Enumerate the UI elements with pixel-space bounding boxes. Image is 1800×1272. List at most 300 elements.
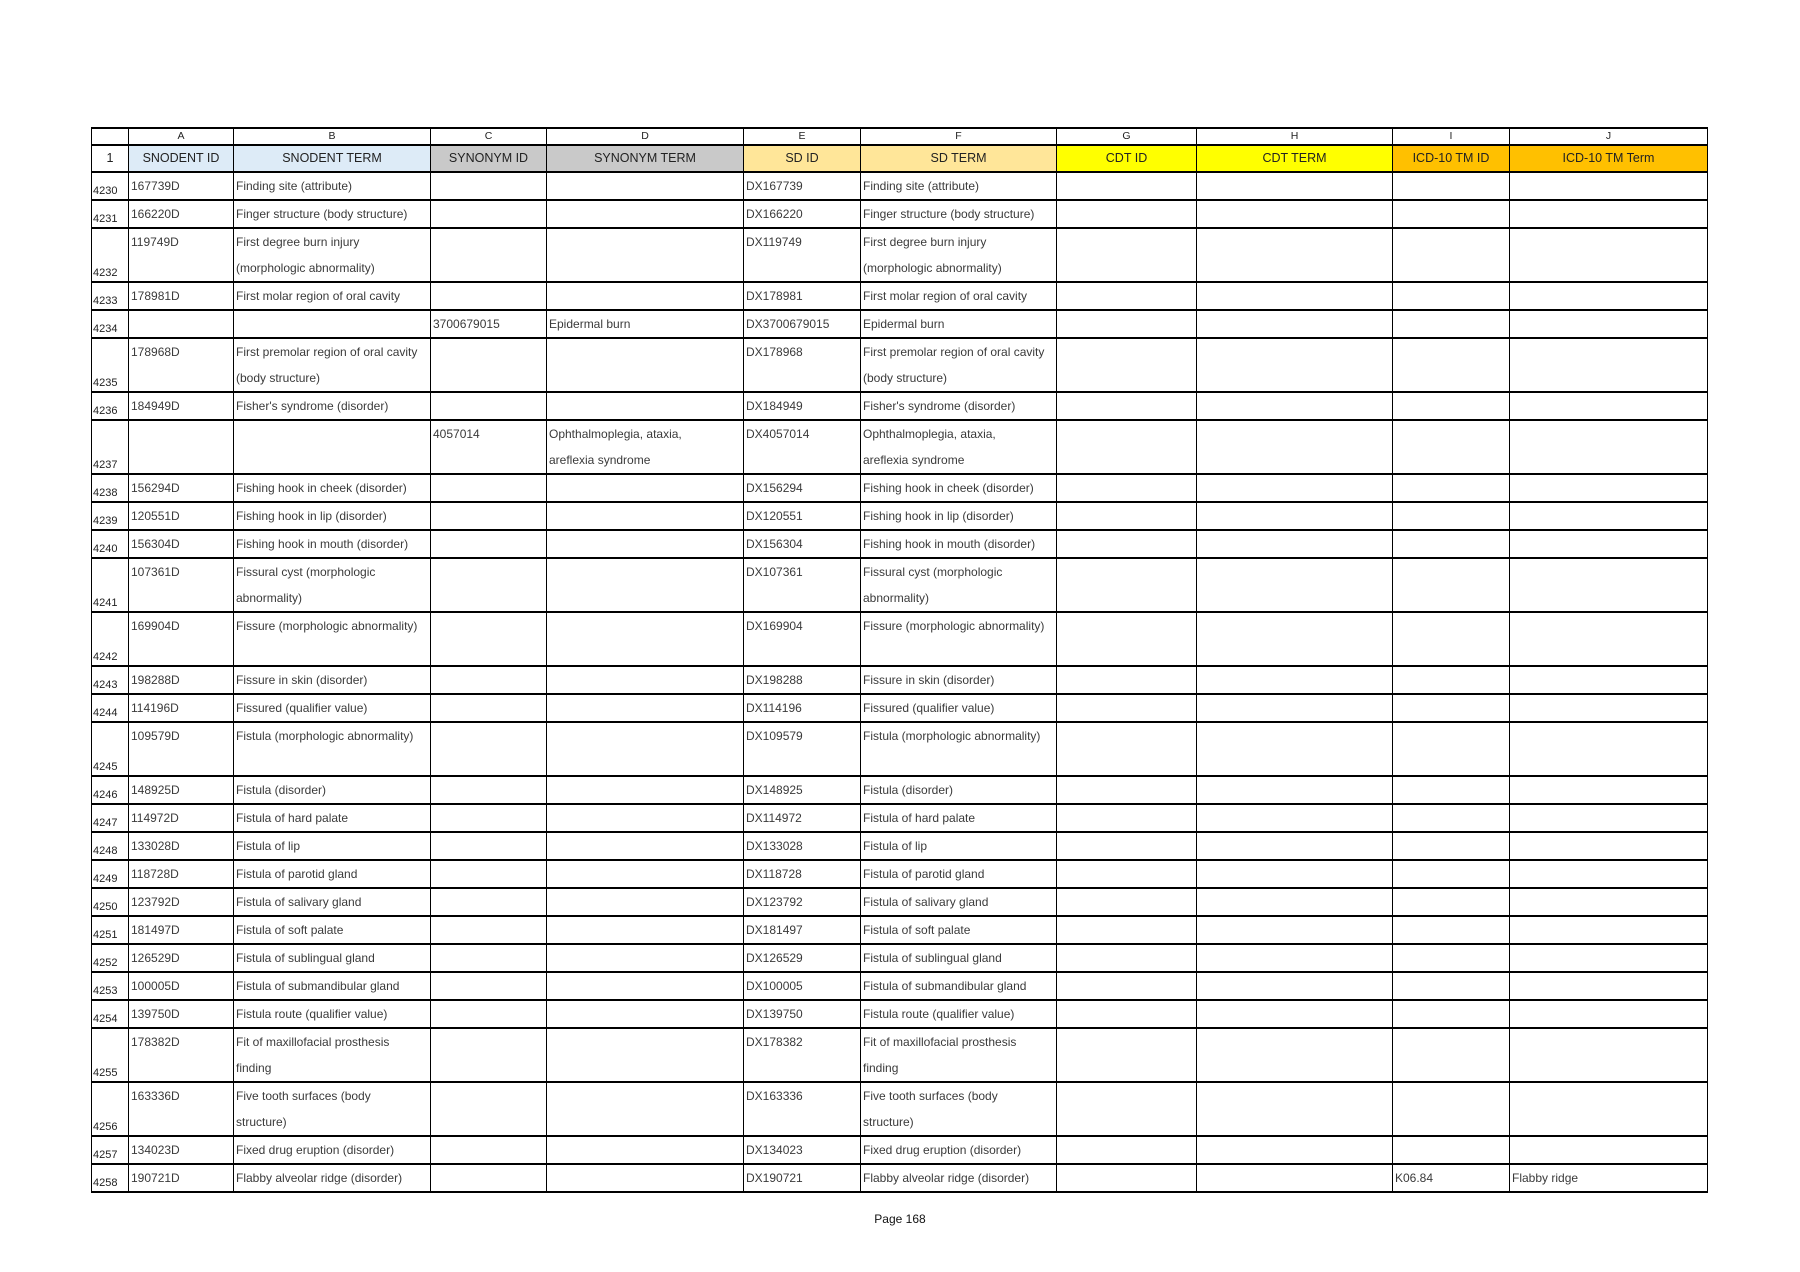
table-cell[interactable]: Fixed drug eruption (disorder) [861, 1136, 1057, 1164]
table-cell[interactable] [1057, 502, 1197, 530]
table-cell[interactable]: DX118728 [744, 860, 861, 888]
table-cell[interactable]: Fistula of sublingual gland [861, 944, 1057, 972]
table-cell[interactable]: Five tooth surfaces (body structure) [861, 1082, 1057, 1136]
table-cell[interactable] [1197, 420, 1393, 474]
table-cell[interactable]: First degree burn injury (morphologic abnormality) [234, 228, 431, 282]
table-cell[interactable] [1510, 694, 1708, 722]
column-header-d[interactable]: D [547, 128, 744, 145]
table-cell[interactable] [1393, 530, 1510, 558]
table-cell[interactable] [1510, 1000, 1708, 1028]
row-number[interactable]: 4240 [92, 530, 129, 558]
table-cell[interactable] [1197, 776, 1393, 804]
table-cell[interactable]: 163336D [129, 1082, 234, 1136]
table-cell[interactable] [1393, 1136, 1510, 1164]
table-cell[interactable] [1510, 172, 1708, 200]
table-cell[interactable] [1197, 392, 1393, 420]
table-cell[interactable]: Fissure (morphologic abnormality) [234, 612, 431, 666]
table-cell[interactable]: Fishing hook in cheek (disorder) [861, 474, 1057, 502]
table-cell[interactable]: DX123792 [744, 888, 861, 916]
table-cell[interactable] [1510, 392, 1708, 420]
table-cell[interactable] [1197, 530, 1393, 558]
table-cell[interactable] [1393, 888, 1510, 916]
table-cell[interactable]: DX109579 [744, 722, 861, 776]
row-number[interactable]: 4246 [92, 776, 129, 804]
row-number[interactable]: 4245 [92, 722, 129, 776]
table-cell[interactable] [547, 722, 744, 776]
table-cell[interactable] [1057, 804, 1197, 832]
table-cell[interactable]: DX126529 [744, 944, 861, 972]
table-cell[interactable] [1393, 172, 1510, 200]
table-cell[interactable]: DX139750 [744, 1000, 861, 1028]
table-cell[interactable] [1510, 200, 1708, 228]
table-cell[interactable]: First premolar region of oral cavity (body structure) [861, 338, 1057, 392]
row-number[interactable]: 4253 [92, 972, 129, 1000]
header-cell[interactable]: ICD-10 TM Term [1510, 145, 1708, 172]
table-cell[interactable]: Fistula of lip [234, 832, 431, 860]
table-cell[interactable] [1393, 474, 1510, 502]
table-cell[interactable]: Fistula (morphologic abnormality) [861, 722, 1057, 776]
table-cell[interactable] [1197, 338, 1393, 392]
table-cell[interactable] [1197, 916, 1393, 944]
table-cell[interactable] [431, 944, 547, 972]
table-cell[interactable] [1057, 392, 1197, 420]
table-cell[interactable] [431, 530, 547, 558]
header-cell[interactable]: SNODENT TERM [234, 145, 431, 172]
table-cell[interactable] [234, 420, 431, 474]
table-cell[interactable]: 184949D [129, 392, 234, 420]
table-cell[interactable]: 178981D [129, 282, 234, 310]
table-cell[interactable]: Finding site (attribute) [234, 172, 431, 200]
table-cell[interactable] [1510, 228, 1708, 282]
row-number[interactable]: 4232 [92, 228, 129, 282]
table-cell[interactable] [1057, 530, 1197, 558]
table-cell[interactable]: DX120551 [744, 502, 861, 530]
table-cell[interactable] [1197, 1082, 1393, 1136]
table-cell[interactable]: Fisher's syndrome (disorder) [861, 392, 1057, 420]
table-cell[interactable] [1057, 1000, 1197, 1028]
table-cell[interactable] [547, 228, 744, 282]
table-cell[interactable]: 167739D [129, 172, 234, 200]
row-number[interactable]: 4254 [92, 1000, 129, 1028]
table-cell[interactable]: 4057014 [431, 420, 547, 474]
header-cell[interactable]: CDT ID [1057, 145, 1197, 172]
table-cell[interactable] [1197, 888, 1393, 916]
table-cell[interactable]: DX114972 [744, 804, 861, 832]
table-cell[interactable]: Fistula of salivary gland [234, 888, 431, 916]
table-cell[interactable]: Fistula of submandibular gland [861, 972, 1057, 1000]
table-cell[interactable] [1057, 282, 1197, 310]
table-cell[interactable] [431, 666, 547, 694]
table-cell[interactable] [1393, 282, 1510, 310]
table-cell[interactable] [1393, 860, 1510, 888]
table-cell[interactable]: Fissured (qualifier value) [861, 694, 1057, 722]
table-cell[interactable] [1197, 502, 1393, 530]
row-number[interactable]: 4231 [92, 200, 129, 228]
table-cell[interactable] [547, 530, 744, 558]
column-header-g[interactable]: G [1057, 128, 1197, 145]
table-cell[interactable]: Fishing hook in mouth (disorder) [861, 530, 1057, 558]
table-cell[interactable]: DX148925 [744, 776, 861, 804]
table-cell[interactable] [431, 1082, 547, 1136]
table-cell[interactable] [431, 1136, 547, 1164]
table-cell[interactable] [1393, 666, 1510, 694]
row-number[interactable]: 4255 [92, 1028, 129, 1082]
table-cell[interactable] [431, 888, 547, 916]
table-cell[interactable] [1510, 1028, 1708, 1082]
table-cell[interactable] [1393, 972, 1510, 1000]
table-cell[interactable] [1057, 420, 1197, 474]
table-cell[interactable]: Flabby ridge [1510, 1164, 1708, 1192]
row-number[interactable]: 4252 [92, 944, 129, 972]
table-cell[interactable]: DX156294 [744, 474, 861, 502]
table-cell[interactable]: DX169904 [744, 612, 861, 666]
table-cell[interactable]: DX100005 [744, 972, 861, 1000]
table-cell[interactable]: 148925D [129, 776, 234, 804]
table-cell[interactable]: Fit of maxillofacial prosthesis finding [234, 1028, 431, 1082]
table-cell[interactable]: 166220D [129, 200, 234, 228]
table-cell[interactable] [1393, 944, 1510, 972]
table-cell[interactable] [547, 916, 744, 944]
table-cell[interactable]: DX167739 [744, 172, 861, 200]
table-cell[interactable]: DX178382 [744, 1028, 861, 1082]
row-number[interactable]: 4243 [92, 666, 129, 694]
table-cell[interactable]: DX178981 [744, 282, 861, 310]
table-cell[interactable] [547, 666, 744, 694]
table-cell[interactable] [431, 1000, 547, 1028]
row-number[interactable]: 4237 [92, 420, 129, 474]
table-cell[interactable]: Fisher's syndrome (disorder) [234, 392, 431, 420]
row-number[interactable]: 4257 [92, 1136, 129, 1164]
table-cell[interactable]: DX114196 [744, 694, 861, 722]
table-cell[interactable] [1393, 502, 1510, 530]
table-cell[interactable] [431, 722, 547, 776]
table-cell[interactable] [431, 972, 547, 1000]
row-number[interactable]: 4244 [92, 694, 129, 722]
table-cell[interactable] [1197, 612, 1393, 666]
row-number[interactable]: 4248 [92, 832, 129, 860]
table-cell[interactable] [431, 558, 547, 612]
table-cell[interactable]: Finding site (attribute) [861, 172, 1057, 200]
row-number[interactable]: 4230 [92, 172, 129, 200]
table-cell[interactable] [1510, 944, 1708, 972]
table-cell[interactable] [431, 1028, 547, 1082]
table-cell[interactable] [1197, 1028, 1393, 1082]
table-cell[interactable] [1393, 832, 1510, 860]
table-cell[interactable] [547, 1136, 744, 1164]
table-cell[interactable] [1057, 228, 1197, 282]
table-cell[interactable]: DX107361 [744, 558, 861, 612]
table-cell[interactable] [1393, 1000, 1510, 1028]
table-cell[interactable] [1393, 392, 1510, 420]
table-cell[interactable] [1510, 804, 1708, 832]
table-cell[interactable]: First molar region of oral cavity [234, 282, 431, 310]
table-cell[interactable]: Fistula (disorder) [861, 776, 1057, 804]
table-cell[interactable] [1197, 310, 1393, 338]
table-cell[interactable] [431, 172, 547, 200]
table-cell[interactable]: DX166220 [744, 200, 861, 228]
header-cell[interactable]: ICD-10 TM ID [1393, 145, 1510, 172]
table-cell[interactable]: Finger structure (body structure) [861, 200, 1057, 228]
table-cell[interactable] [1057, 1028, 1197, 1082]
table-cell[interactable] [1057, 832, 1197, 860]
table-cell[interactable] [431, 502, 547, 530]
table-cell[interactable]: First premolar region of oral cavity (body structure) [234, 338, 431, 392]
table-cell[interactable] [1510, 832, 1708, 860]
table-cell[interactable] [1393, 804, 1510, 832]
table-cell[interactable] [1057, 172, 1197, 200]
table-cell[interactable]: Fistula route (qualifier value) [861, 1000, 1057, 1028]
table-cell[interactable]: Fistula of parotid gland [234, 860, 431, 888]
table-cell[interactable] [1393, 420, 1510, 474]
row-number[interactable]: 4238 [92, 474, 129, 502]
table-cell[interactable] [547, 172, 744, 200]
table-cell[interactable] [1057, 916, 1197, 944]
table-cell[interactable] [1510, 916, 1708, 944]
table-cell[interactable]: Flabby alveolar ridge (disorder) [234, 1164, 431, 1192]
table-cell[interactable]: Fistula of hard palate [861, 804, 1057, 832]
table-cell[interactable] [1393, 612, 1510, 666]
table-cell[interactable] [1197, 804, 1393, 832]
table-cell[interactable]: Fissured (qualifier value) [234, 694, 431, 722]
table-cell[interactable]: Fistula of sublingual gland [234, 944, 431, 972]
table-cell[interactable] [1057, 722, 1197, 776]
table-cell[interactable] [1393, 200, 1510, 228]
row-number[interactable]: 4247 [92, 804, 129, 832]
table-cell[interactable] [1510, 722, 1708, 776]
table-cell[interactable]: DX190721 [744, 1164, 861, 1192]
table-cell[interactable] [1057, 558, 1197, 612]
table-cell[interactable]: Fissure in skin (disorder) [861, 666, 1057, 694]
table-cell[interactable] [547, 200, 744, 228]
table-cell[interactable]: DX184949 [744, 392, 861, 420]
table-cell[interactable]: 190721D [129, 1164, 234, 1192]
table-cell[interactable] [1393, 558, 1510, 612]
table-cell[interactable] [1393, 694, 1510, 722]
table-cell[interactable]: Fissural cyst (morphologic abnormality) [861, 558, 1057, 612]
table-cell[interactable] [1510, 558, 1708, 612]
table-cell[interactable] [431, 200, 547, 228]
table-cell[interactable]: Fistula of submandibular gland [234, 972, 431, 1000]
column-header-b[interactable]: B [234, 128, 431, 145]
table-cell[interactable]: Finger structure (body structure) [234, 200, 431, 228]
table-cell[interactable] [431, 916, 547, 944]
table-cell[interactable] [431, 282, 547, 310]
table-cell[interactable]: Fistula of lip [861, 832, 1057, 860]
table-cell[interactable]: 118728D [129, 860, 234, 888]
table-cell[interactable]: 178382D [129, 1028, 234, 1082]
table-cell[interactable] [431, 832, 547, 860]
row-number[interactable]: 4236 [92, 392, 129, 420]
table-cell[interactable]: Fissure in skin (disorder) [234, 666, 431, 694]
table-cell[interactable]: Fistula of salivary gland [861, 888, 1057, 916]
table-cell[interactable]: Fixed drug eruption (disorder) [234, 1136, 431, 1164]
table-cell[interactable] [1057, 776, 1197, 804]
table-cell[interactable] [1057, 944, 1197, 972]
header-cell[interactable]: SNODENT ID [129, 145, 234, 172]
table-cell[interactable] [1197, 972, 1393, 1000]
row-number[interactable]: 4234 [92, 310, 129, 338]
table-cell[interactable]: Fissure (morphologic abnormality) [861, 612, 1057, 666]
table-cell[interactable]: 123792D [129, 888, 234, 916]
column-header-e[interactable]: E [744, 128, 861, 145]
table-cell[interactable] [1057, 200, 1197, 228]
table-cell[interactable]: 156304D [129, 530, 234, 558]
table-cell[interactable] [1057, 612, 1197, 666]
table-cell[interactable] [547, 972, 744, 1000]
select-all-corner[interactable] [92, 128, 129, 145]
table-cell[interactable] [547, 1164, 744, 1192]
table-cell[interactable]: Fishing hook in lip (disorder) [861, 502, 1057, 530]
row-number[interactable]: 4251 [92, 916, 129, 944]
table-cell[interactable]: 109579D [129, 722, 234, 776]
table-cell[interactable]: Fistula route (qualifier value) [234, 1000, 431, 1028]
table-cell[interactable] [1197, 694, 1393, 722]
table-cell[interactable] [1197, 1164, 1393, 1192]
table-cell[interactable] [1197, 200, 1393, 228]
row-number[interactable]: 4250 [92, 888, 129, 916]
table-cell[interactable] [431, 612, 547, 666]
table-cell[interactable]: DX3700679015 [744, 310, 861, 338]
column-header-i[interactable]: I [1393, 128, 1510, 145]
table-cell[interactable] [1510, 1136, 1708, 1164]
table-cell[interactable] [547, 860, 744, 888]
table-cell[interactable] [547, 1028, 744, 1082]
table-cell[interactable]: Ophthalmoplegia, ataxia, areflexia syndrome [861, 420, 1057, 474]
table-cell[interactable]: First degree burn injury (morphologic abnormality) [861, 228, 1057, 282]
table-cell[interactable] [1197, 666, 1393, 694]
table-cell[interactable] [1393, 1028, 1510, 1082]
table-cell[interactable] [1393, 338, 1510, 392]
table-cell[interactable] [431, 804, 547, 832]
table-cell[interactable] [1197, 1136, 1393, 1164]
table-cell[interactable]: 169904D [129, 612, 234, 666]
table-cell[interactable]: DX163336 [744, 1082, 861, 1136]
table-cell[interactable] [1057, 338, 1197, 392]
table-cell[interactable] [1510, 420, 1708, 474]
table-cell[interactable]: Fistula (morphologic abnormality) [234, 722, 431, 776]
table-cell[interactable]: Fit of maxillofacial prosthesis finding [861, 1028, 1057, 1082]
table-cell[interactable]: 114196D [129, 694, 234, 722]
row-number[interactable]: 4239 [92, 502, 129, 530]
table-cell[interactable] [1393, 722, 1510, 776]
row-number[interactable]: 4249 [92, 860, 129, 888]
table-cell[interactable]: DX133028 [744, 832, 861, 860]
table-cell[interactable]: Epidermal burn [861, 310, 1057, 338]
table-cell[interactable] [1197, 474, 1393, 502]
table-cell[interactable] [547, 612, 744, 666]
table-cell[interactable] [1510, 310, 1708, 338]
table-cell[interactable]: DX119749 [744, 228, 861, 282]
row-number[interactable]: 4258 [92, 1164, 129, 1192]
table-cell[interactable]: Fistula of soft palate [861, 916, 1057, 944]
table-cell[interactable]: Fistula of hard palate [234, 804, 431, 832]
table-cell[interactable] [1197, 944, 1393, 972]
table-cell[interactable]: 100005D [129, 972, 234, 1000]
table-cell[interactable] [1057, 972, 1197, 1000]
table-cell[interactable]: Five tooth surfaces (body structure) [234, 1082, 431, 1136]
header-cell[interactable]: SYNONYM ID [431, 145, 547, 172]
table-cell[interactable]: 114972D [129, 804, 234, 832]
table-cell[interactable] [431, 228, 547, 282]
column-header-f[interactable]: F [861, 128, 1057, 145]
table-cell[interactable]: Flabby alveolar ridge (disorder) [861, 1164, 1057, 1192]
table-cell[interactable]: 139750D [129, 1000, 234, 1028]
table-cell[interactable] [1057, 1164, 1197, 1192]
table-cell[interactable]: 181497D [129, 916, 234, 944]
table-cell[interactable] [547, 558, 744, 612]
table-cell[interactable] [1197, 558, 1393, 612]
table-cell[interactable] [547, 888, 744, 916]
row-number[interactable]: 4242 [92, 612, 129, 666]
table-cell[interactable] [1510, 1082, 1708, 1136]
table-cell[interactable] [1197, 1000, 1393, 1028]
table-cell[interactable] [431, 392, 547, 420]
table-cell[interactable] [1393, 776, 1510, 804]
table-cell[interactable]: 3700679015 [431, 310, 547, 338]
table-cell[interactable] [1197, 832, 1393, 860]
table-cell[interactable] [547, 804, 744, 832]
table-cell[interactable] [547, 694, 744, 722]
table-cell[interactable] [547, 502, 744, 530]
table-cell[interactable] [1510, 666, 1708, 694]
table-cell[interactable] [1393, 1082, 1510, 1136]
table-cell[interactable] [1197, 282, 1393, 310]
table-cell[interactable]: Fistula of parotid gland [861, 860, 1057, 888]
table-cell[interactable]: 120551D [129, 502, 234, 530]
table-cell[interactable] [1197, 172, 1393, 200]
table-cell[interactable]: Fishing hook in cheek (disorder) [234, 474, 431, 502]
table-cell[interactable] [129, 420, 234, 474]
table-cell[interactable]: Fishing hook in lip (disorder) [234, 502, 431, 530]
table-cell[interactable] [1057, 694, 1197, 722]
table-cell[interactable] [431, 694, 547, 722]
table-cell[interactable] [547, 392, 744, 420]
table-cell[interactable] [129, 310, 234, 338]
table-cell[interactable] [1510, 474, 1708, 502]
table-cell[interactable] [1510, 612, 1708, 666]
row-number[interactable]: 1 [92, 145, 129, 172]
table-cell[interactable]: Fistula (disorder) [234, 776, 431, 804]
table-cell[interactable] [1057, 1136, 1197, 1164]
row-number[interactable]: 4233 [92, 282, 129, 310]
table-cell[interactable]: 126529D [129, 944, 234, 972]
header-cell[interactable]: SD ID [744, 145, 861, 172]
table-cell[interactable]: 156294D [129, 474, 234, 502]
table-cell[interactable] [431, 860, 547, 888]
header-cell[interactable]: CDT TERM [1197, 145, 1393, 172]
table-cell[interactable] [1057, 1082, 1197, 1136]
row-number[interactable]: 4241 [92, 558, 129, 612]
table-cell[interactable]: DX198288 [744, 666, 861, 694]
table-cell[interactable] [431, 474, 547, 502]
table-cell[interactable] [431, 338, 547, 392]
table-cell[interactable] [1510, 776, 1708, 804]
table-cell[interactable]: DX181497 [744, 916, 861, 944]
table-cell[interactable]: DX134023 [744, 1136, 861, 1164]
table-cell[interactable] [1197, 228, 1393, 282]
table-cell[interactable]: 119749D [129, 228, 234, 282]
table-cell[interactable] [1057, 666, 1197, 694]
table-cell[interactable]: Ophthalmoplegia, ataxia, areflexia syndrome [547, 420, 744, 474]
table-cell[interactable]: 134023D [129, 1136, 234, 1164]
table-cell[interactable] [1510, 888, 1708, 916]
table-cell[interactable] [547, 474, 744, 502]
table-cell[interactable]: Fissural cyst (morphologic abnormality) [234, 558, 431, 612]
table-cell[interactable] [1057, 888, 1197, 916]
table-cell[interactable]: 107361D [129, 558, 234, 612]
column-header-c[interactable]: C [431, 128, 547, 145]
table-cell[interactable] [547, 282, 744, 310]
